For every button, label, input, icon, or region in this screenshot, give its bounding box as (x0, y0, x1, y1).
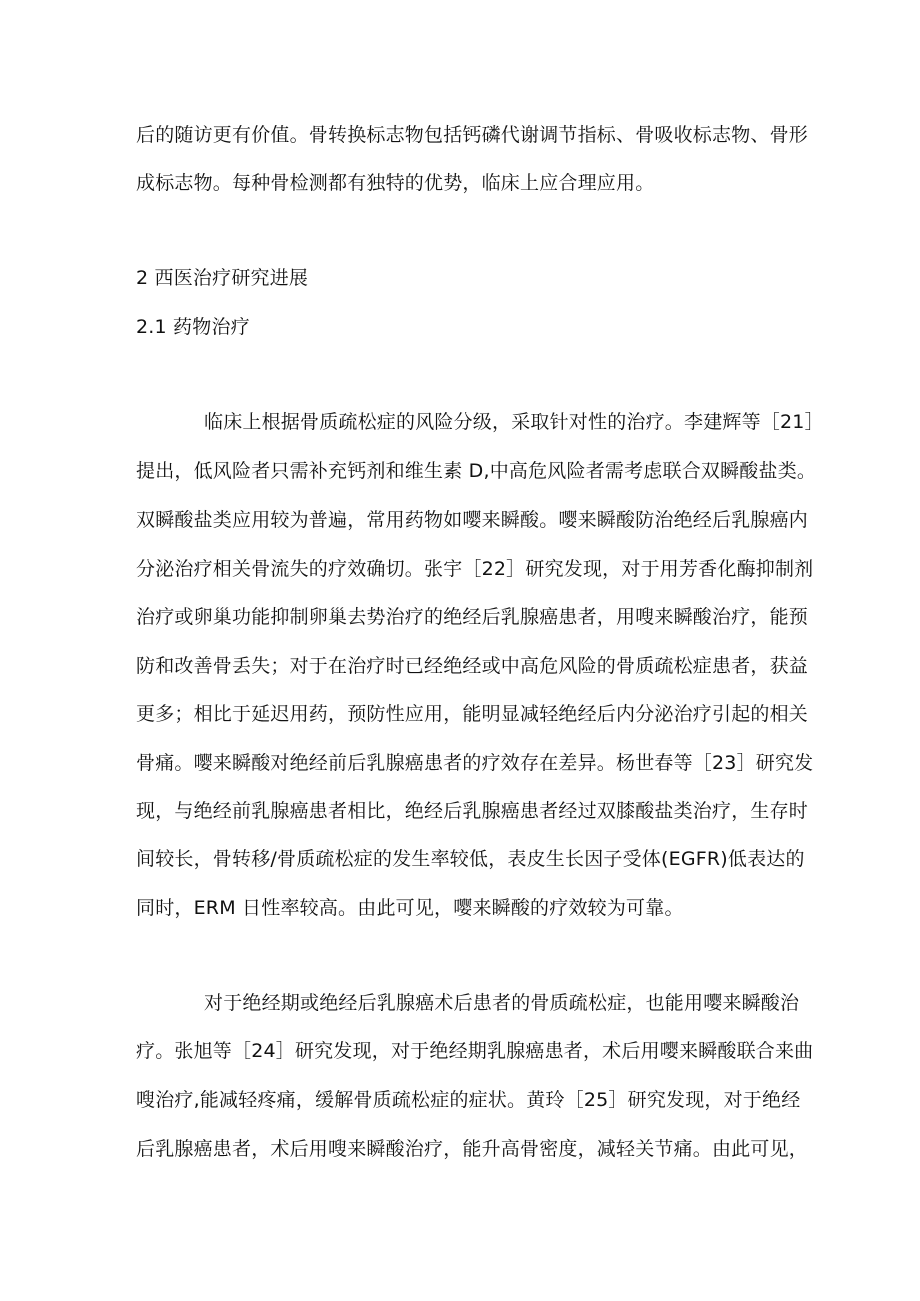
para1-line-11: 同时，ERM 日性率较高。由此可见，嘤来瞬酸的疗效较为可靠。 (136, 897, 684, 919)
para2-line-2: 疗。张旭等［24］研究发现，对于绝经期乳腺癌患者，术后用嘤来瞬酸联合来曲 (136, 1040, 814, 1062)
para2-line-4: 后乳腺癌患者，术后用嗖来瞬酸治疗，能升高骨密度，减轻关节痛。由此可见， (136, 1138, 809, 1160)
para1-line-2: 提出，低风险者只需补充钙剂和维生素 D,中高危风险者需考虑联合双瞬酸盐类。 (136, 460, 817, 482)
para1-line-1: 临床上根据骨质疏松症的风险分级，采取针对性的治疗。李建辉等［21］ (204, 411, 824, 433)
intro-line-1: 后的随访更有价值。骨转换标志物包括钙磷代谢调节指标、骨吸收标志物、骨形 (136, 124, 809, 146)
para1-line-5: 治疗或卵巢功能抑制卵巢去势治疗的绝经后乳腺癌患者，用嗖来瞬酸治疗，能预 (136, 606, 809, 628)
para1-line-6: 防和改善骨丢失；对于在治疗时已经绝经或中高危风险的骨质疏松症患者，获益 (136, 655, 809, 677)
intro-line-2: 成标志物。每种骨检测都有独特的优势，临床上应合理应用。 (136, 172, 655, 194)
para1-line-7: 更多；相比于延迟用药，预防性应用，能明显减轻绝经后内分泌治疗引起的相关 (136, 703, 809, 725)
para2-line-3: 嗖治疗,能减轻疼痛，缓解骨质疏松症的症状。黄玲［25］研究发现，对于绝经 (136, 1089, 801, 1111)
para1-line-4: 分泌治疗相关骨流失的疗效确切。张宇［22］研究发现，对于用芳香化酶抑制剂 (136, 558, 814, 580)
para1-line-10: 间较长，骨转移/骨质疏松症的发生率较低，表皮生长因子受体(EGFR)低表达的 (136, 848, 805, 870)
para1-line-9: 现，与绝经前乳腺癌患者相比，绝经后乳腺癌患者经过双膝酸盐类治疗，生存时 (136, 800, 809, 822)
para2-line-1: 对于绝经期或绝经后乳腺癌术后患者的骨质疏松症，也能用嘤来瞬酸治 (204, 992, 800, 1014)
section-heading: 2 西医治疗研究进展 (136, 267, 309, 289)
subsection-heading: 2.1 药物治疗 (136, 316, 250, 338)
para1-line-3: 双瞬酸盐类应用较为普遍，常用药物如嘤来瞬酸。嘤来瞬酸防治绝经后乳腺癌内 (136, 509, 809, 531)
para1-line-8: 骨痛。嘤来瞬酸对绝经前后乳腺癌患者的疗效存在差异。杨世春等［23］研究发 (136, 752, 814, 774)
